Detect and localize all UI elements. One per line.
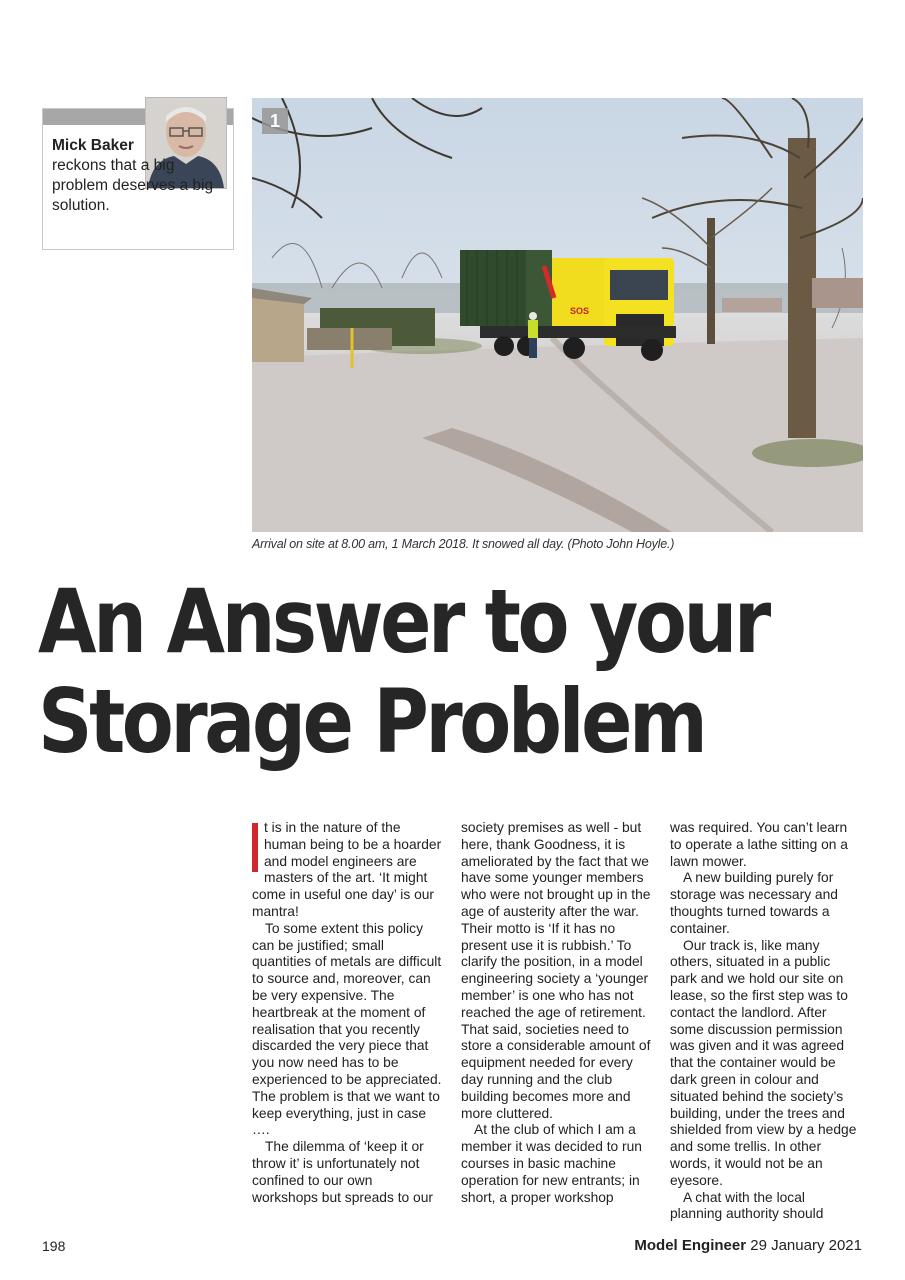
author-name: Mick Baker	[52, 137, 134, 154]
author-box	[42, 108, 234, 250]
headline-line-1: An Answer to your	[38, 570, 768, 673]
magazine-name: Model Engineer	[634, 1237, 747, 1254]
paragraph: At the club of which I am a member it was decided to run courses in basic machine operation for new entrants; in short, a proper workshop	[461, 1122, 642, 1205]
truck-logo: SOS	[570, 306, 590, 316]
article-photo	[252, 98, 863, 532]
magazine-line	[634, 1237, 862, 1254]
issue-date: 29 January 2021	[750, 1237, 862, 1254]
paragraph: was required. You can’t learn to operate a lathe sitting on a lawn mower.	[670, 820, 848, 869]
paragraph: A new building purely for storage was necessary and thoughts turned towards a container.	[670, 870, 838, 936]
drop-cap-bar	[252, 823, 258, 872]
paragraph: To some extent this policy can be justified; small quantities of metals are difficult to source and, moreover, can be very expensive. The heartbreak at the moment of realisation that you recently discarded the very piece that you now need has to be experienced to be appreciated. The problem is that we want to keep everything, just in case ….	[252, 920, 442, 1138]
paragraph: The dilemma of ‘keep it or throw it’ is unfortunately not confined to our own workshops but spreads to our	[252, 1139, 433, 1205]
paragraph: Our track is, like many others, situated in a public park and we hold our site on lease, so the first step was to contact the landlord. After some discussion permission was given and it was agreed that the container would be dark green in colour and situated behind the society’s building, under the trees and shielded from view by a hedge and some trellis. In other words, it would not be an eyesore.	[670, 937, 857, 1188]
photo-caption: Arrival on site at 8.00 am, 1 March 2018. It snowed all day. (Photo John Hoyle.)	[252, 537, 675, 551]
paragraph: society premises as well - but here, thank Goodness, it is ameliorated by the fact that we have some younger members who were not brought up in the age of austerity after the war. Their motto is ‘If it has no present use it is rubbish.’ To clarify the position, in a model engineering society a ‘younger member’ is one who has not reached the age of retirement. That said, societies need to store a considerable amount of equipment needed for every day running and the club building becomes more and more cluttered.	[461, 820, 651, 1121]
paragraph: A chat with the local planning authority should	[670, 1189, 824, 1222]
author-text	[52, 136, 222, 216]
body-column-1	[252, 820, 442, 1206]
headline	[38, 570, 768, 773]
body-column-2	[461, 820, 651, 1206]
headline-line-2: Storage Problem	[38, 670, 705, 773]
paragraph: t is in the nature of the human being to be a hoarder and model engineers are masters of the art. ‘It might come in useful one day’ is our mantra!	[252, 820, 442, 919]
photo-number-badge: 1	[262, 108, 288, 134]
author-blurb: reckons that a big problem deserves a big solution.	[52, 157, 214, 214]
photo-illustration	[252, 98, 863, 532]
body-column-3	[670, 820, 860, 1223]
page-number: 198	[42, 1238, 66, 1254]
